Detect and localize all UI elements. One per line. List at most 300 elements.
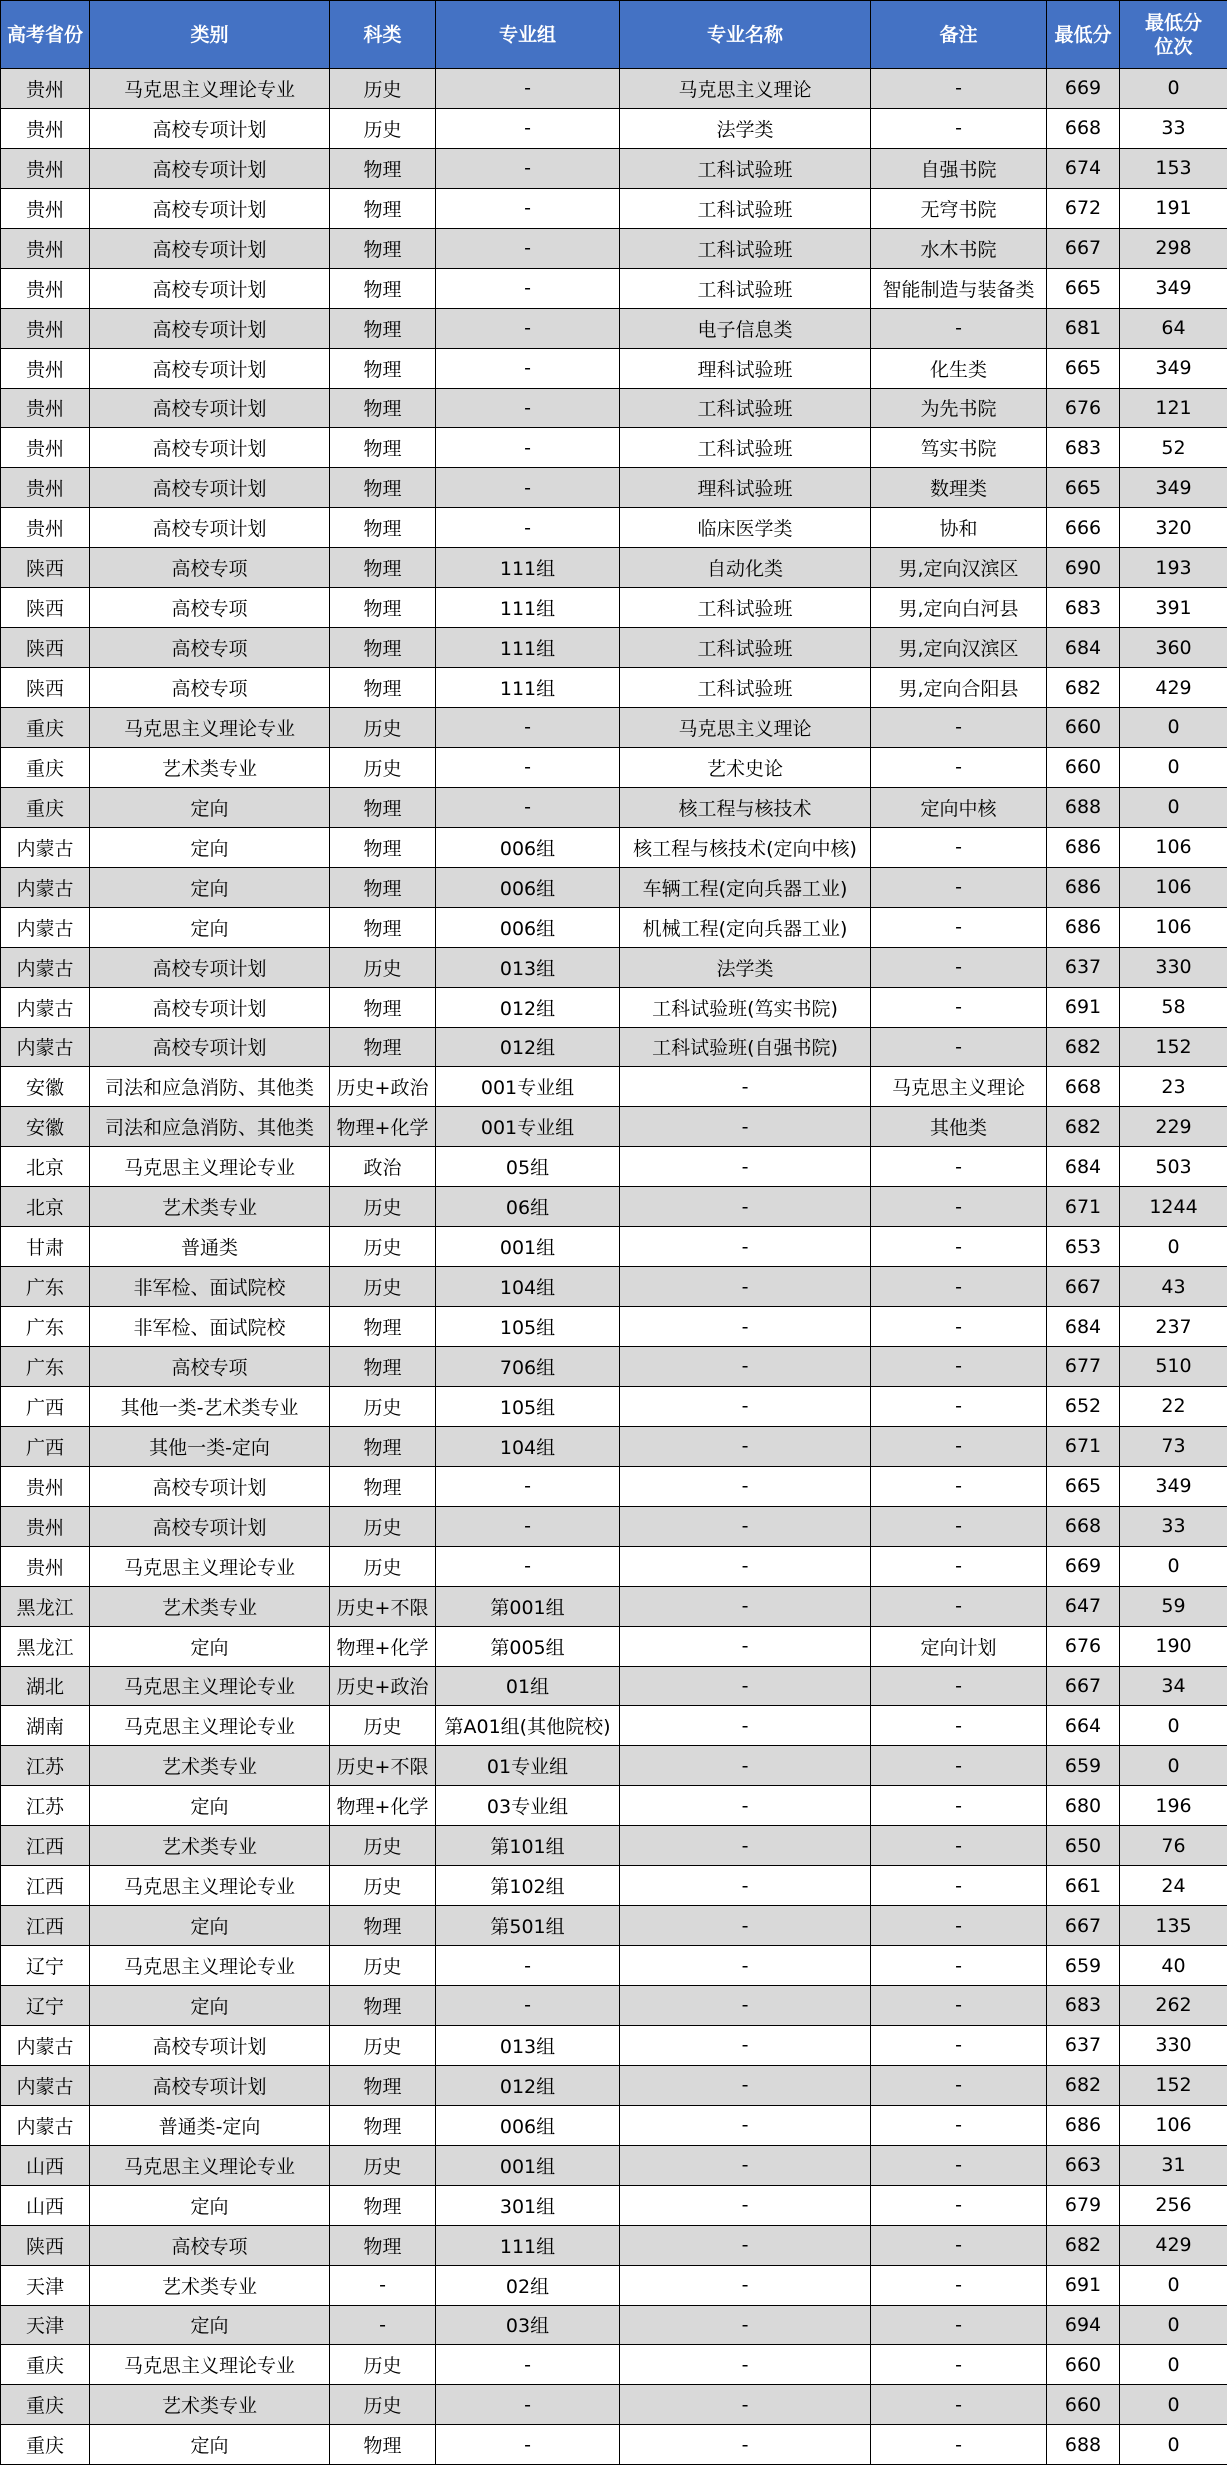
major-group-cell: - (436, 308, 620, 348)
major-group-cell: 02组 (436, 2265, 620, 2305)
table-row (1, 1386, 1227, 1426)
min-rank-cell: 106 (1120, 2105, 1227, 2145)
major-group-cell: - (436, 2345, 620, 2385)
remark-cell: 无穹书院 (871, 188, 1047, 228)
remark-cell: - (871, 1666, 1047, 1706)
remark-cell: - (871, 1986, 1047, 2026)
remark-cell: 其他类 (871, 1107, 1047, 1147)
subject-cell: 物理 (330, 508, 436, 548)
subject-cell: 历史 (330, 2025, 436, 2065)
min-rank-cell: 1244 (1120, 1187, 1227, 1227)
major-group-cell: - (436, 428, 620, 468)
major-name-cell: - (620, 2425, 871, 2465)
category-cell: 定向 (90, 2185, 330, 2225)
major-name-cell: - (620, 1426, 871, 1466)
category-cell: 高校专项计划 (90, 348, 330, 388)
min-score-cell: 667 (1047, 1906, 1120, 1946)
province-cell: 重庆 (1, 2425, 90, 2465)
province-cell: 贵州 (1, 468, 90, 508)
min-score-cell: 691 (1047, 2265, 1120, 2305)
major-name-cell: 临床医学类 (620, 508, 871, 548)
major-name-cell: - (620, 1906, 871, 1946)
remark-cell: 化生类 (871, 348, 1047, 388)
category-cell: 定向 (90, 1786, 330, 1826)
remark-cell: 男,定向白河县 (871, 588, 1047, 628)
min-score-cell: 661 (1047, 1866, 1120, 1906)
province-cell: 贵州 (1, 428, 90, 468)
remark-cell: 男,定向汉滨区 (871, 548, 1047, 588)
subject-cell: 历史 (330, 1826, 436, 1866)
major-group-cell: 111组 (436, 2225, 620, 2265)
remark-cell: - (871, 2025, 1047, 2065)
min-score-cell: 669 (1047, 1546, 1120, 1586)
min-score-cell: 682 (1047, 1027, 1120, 1067)
major-group-cell: 111组 (436, 548, 620, 588)
major-name-cell: - (620, 1187, 871, 1227)
min-rank-cell: 43 (1120, 1267, 1227, 1307)
remark-cell: - (871, 1546, 1047, 1586)
major-group-cell: - (436, 2425, 620, 2465)
subject-cell: 历史 (330, 1866, 436, 1906)
category-cell: 马克思主义理论专业 (90, 708, 330, 748)
major-name-cell: 自动化类 (620, 548, 871, 588)
subject-cell: 物理 (330, 1027, 436, 1067)
remark-cell: - (871, 108, 1047, 148)
table-row (1, 1586, 1227, 1626)
category-cell: 高校专项 (90, 548, 330, 588)
remark-cell: - (871, 1906, 1047, 1946)
major-name-cell: - (620, 2105, 871, 2145)
min-rank-cell: 59 (1120, 1586, 1227, 1626)
subject-cell: 物理 (330, 867, 436, 907)
table-row (1, 947, 1227, 987)
min-rank-cell: 52 (1120, 428, 1227, 468)
table-row (1, 1307, 1227, 1347)
province-cell: 广东 (1, 1307, 90, 1347)
major-name-cell: - (620, 2185, 871, 2225)
table-row (1, 1187, 1227, 1227)
major-name-cell: - (620, 1586, 871, 1626)
major-group-cell: - (436, 148, 620, 188)
min-rank-cell: 0 (1120, 2385, 1227, 2425)
remark-cell: 协和 (871, 508, 1047, 548)
major-name-cell: 工科试验班 (620, 668, 871, 708)
category-cell: 高校专项计划 (90, 1027, 330, 1067)
category-cell: 其他一类-艺术类专业 (90, 1386, 330, 1426)
major-name-cell: 马克思主义理论 (620, 708, 871, 748)
major-name-cell: 工科试验班 (620, 588, 871, 628)
remark-cell: - (871, 1386, 1047, 1426)
min-score-cell: 664 (1047, 1706, 1120, 1746)
min-score-cell: 652 (1047, 1386, 1120, 1426)
min-score-cell: 688 (1047, 787, 1120, 827)
subject-cell: 物理 (330, 668, 436, 708)
major-group-cell: 012组 (436, 2065, 620, 2105)
major-group-cell: - (436, 1546, 620, 1586)
min-rank-cell: 40 (1120, 1946, 1227, 1986)
min-rank-cell: 191 (1120, 188, 1227, 228)
province-cell: 广东 (1, 1347, 90, 1387)
min-score-cell: 660 (1047, 2385, 1120, 2425)
remark-cell: - (871, 1466, 1047, 1506)
subject-cell: 物理 (330, 588, 436, 628)
subject-cell: 物理 (330, 308, 436, 348)
category-cell: 定向 (90, 2425, 330, 2465)
province-cell: 北京 (1, 1147, 90, 1187)
province-cell: 广东 (1, 1267, 90, 1307)
major-group-cell: - (436, 747, 620, 787)
min-score-cell: 680 (1047, 1786, 1120, 1826)
province-cell: 贵州 (1, 268, 90, 308)
table-row (1, 1986, 1227, 2026)
category-cell: 艺术类专业 (90, 1746, 330, 1786)
subject-cell: 物理 (330, 2105, 436, 2145)
min-score-cell: 691 (1047, 987, 1120, 1027)
min-rank-cell: 0 (1120, 69, 1227, 109)
major-name-cell: - (620, 2385, 871, 2425)
major-name-cell: - (620, 1067, 871, 1107)
major-name-cell: 工科试验班 (620, 388, 871, 428)
major-group-cell: - (436, 108, 620, 148)
min-rank-cell: 22 (1120, 1386, 1227, 1426)
major-group-cell: - (436, 1986, 620, 2026)
major-group-cell: - (436, 388, 620, 428)
major-group-cell: 301组 (436, 2185, 620, 2225)
major-group-cell: 706组 (436, 1347, 620, 1387)
table-row (1, 1067, 1227, 1107)
min-score-cell: 677 (1047, 1347, 1120, 1387)
province-cell: 北京 (1, 1187, 90, 1227)
min-rank-cell: 33 (1120, 108, 1227, 148)
subject-cell: 历史 (330, 1187, 436, 1227)
category-cell: 艺术类专业 (90, 2265, 330, 2305)
major-name-cell: 核工程与核技术(定向中核) (620, 827, 871, 867)
category-cell: 艺术类专业 (90, 1586, 330, 1626)
header-province: 高考省份 (1, 1, 90, 69)
min-score-cell: 686 (1047, 827, 1120, 867)
category-cell: 高校专项 (90, 668, 330, 708)
major-group-cell: 111组 (436, 588, 620, 628)
province-cell: 重庆 (1, 2345, 90, 2385)
major-group-cell: 06组 (436, 1187, 620, 1227)
table-row (1, 708, 1227, 748)
category-cell: 高校专项计划 (90, 148, 330, 188)
min-rank-cell: 196 (1120, 1786, 1227, 1826)
major-name-cell: 工科试验班(自强书院) (620, 1027, 871, 1067)
major-name-cell: 艺术史论 (620, 747, 871, 787)
subject-cell: 历史 (330, 708, 436, 748)
remark-cell: 水木书院 (871, 228, 1047, 268)
min-score-cell: 684 (1047, 628, 1120, 668)
province-cell: 辽宁 (1, 1986, 90, 2026)
min-rank-cell: 330 (1120, 947, 1227, 987)
category-cell: 高校专项计划 (90, 428, 330, 468)
table-row (1, 1426, 1227, 1466)
remark-cell: - (871, 2305, 1047, 2345)
table-row (1, 188, 1227, 228)
table-header (1, 1, 1227, 69)
subject-cell: 物理 (330, 1307, 436, 1347)
table-row (1, 827, 1227, 867)
min-rank-cell: 0 (1120, 2345, 1227, 2385)
min-rank-cell: 0 (1120, 787, 1227, 827)
category-cell: 高校专项计划 (90, 308, 330, 348)
remark-cell: - (871, 1147, 1047, 1187)
major-group-cell: 03专业组 (436, 1786, 620, 1826)
category-cell: 马克思主义理论专业 (90, 1546, 330, 1586)
min-rank-cell: 33 (1120, 1506, 1227, 1546)
major-name-cell: - (620, 2065, 871, 2105)
subject-cell: 物理 (330, 428, 436, 468)
major-group-cell: - (436, 268, 620, 308)
subject-cell: 物理 (330, 2185, 436, 2225)
remark-cell: - (871, 2185, 1047, 2225)
major-name-cell: - (620, 1386, 871, 1426)
major-name-cell: 电子信息类 (620, 308, 871, 348)
province-cell: 贵州 (1, 188, 90, 228)
major-name-cell: - (620, 2345, 871, 2385)
min-score-cell: 682 (1047, 1107, 1120, 1147)
table-row (1, 2265, 1227, 2305)
province-cell: 湖北 (1, 1666, 90, 1706)
table-row (1, 1267, 1227, 1307)
table-row (1, 588, 1227, 628)
min-score-cell: 668 (1047, 108, 1120, 148)
subject-cell: 历史 (330, 69, 436, 109)
header-major-group: 专业组 (436, 1, 620, 69)
province-cell: 陕西 (1, 548, 90, 588)
subject-cell: 物理 (330, 468, 436, 508)
table-row (1, 69, 1227, 109)
category-cell: 马克思主义理论专业 (90, 2345, 330, 2385)
min-score-cell: 637 (1047, 2025, 1120, 2065)
category-cell: 高校专项计划 (90, 508, 330, 548)
table-row (1, 668, 1227, 708)
subject-cell: 物理 (330, 1906, 436, 1946)
min-rank-cell: 349 (1120, 468, 1227, 508)
table-row (1, 2345, 1227, 2385)
min-rank-cell: 349 (1120, 268, 1227, 308)
category-cell: 艺术类专业 (90, 2385, 330, 2425)
remark-cell: - (871, 308, 1047, 348)
major-group-cell: 111组 (436, 628, 620, 668)
province-cell: 内蒙古 (1, 2105, 90, 2145)
subject-cell: 历史 (330, 1706, 436, 1746)
min-rank-cell: 360 (1120, 628, 1227, 668)
category-cell: 高校专项计划 (90, 228, 330, 268)
table-row (1, 1866, 1227, 1906)
province-cell: 广西 (1, 1426, 90, 1466)
major-group-cell: - (436, 1946, 620, 1986)
major-name-cell: - (620, 2265, 871, 2305)
min-score-cell: 663 (1047, 2145, 1120, 2185)
province-cell: 内蒙古 (1, 2065, 90, 2105)
subject-cell: 物理+化学 (330, 1786, 436, 1826)
category-cell: 马克思主义理论专业 (90, 1866, 330, 1906)
min-score-cell: 668 (1047, 1067, 1120, 1107)
category-cell: 艺术类专业 (90, 1826, 330, 1866)
remark-cell: - (871, 1347, 1047, 1387)
subject-cell: 物理 (330, 348, 436, 388)
table-row (1, 428, 1227, 468)
major-group-cell: 001专业组 (436, 1107, 620, 1147)
subject-cell: 物理 (330, 548, 436, 588)
major-group-cell: 104组 (436, 1267, 620, 1307)
major-group-cell: 第A01组(其他院校) (436, 1706, 620, 1746)
min-score-cell: 682 (1047, 2225, 1120, 2265)
remark-cell: - (871, 1746, 1047, 1786)
min-score-cell: 682 (1047, 668, 1120, 708)
min-rank-cell: 190 (1120, 1626, 1227, 1666)
header-remark: 备注 (871, 1, 1047, 69)
table-row (1, 1506, 1227, 1546)
province-cell: 江西 (1, 1866, 90, 1906)
min-rank-cell: 153 (1120, 148, 1227, 188)
major-name-cell: - (620, 1826, 871, 1866)
remark-cell: - (871, 1586, 1047, 1626)
major-group-cell: - (436, 1506, 620, 1546)
category-cell: 高校专项 (90, 628, 330, 668)
remark-cell: - (871, 1706, 1047, 1746)
category-cell: 非军检、面试院校 (90, 1267, 330, 1307)
table-row (1, 548, 1227, 588)
subject-cell: 历史 (330, 947, 436, 987)
province-cell: 重庆 (1, 708, 90, 748)
min-score-cell: 690 (1047, 548, 1120, 588)
major-group-cell: 05组 (436, 1147, 620, 1187)
remark-cell: - (871, 708, 1047, 748)
min-rank-cell: 0 (1120, 2425, 1227, 2465)
province-cell: 安徽 (1, 1107, 90, 1147)
major-group-cell: 第005组 (436, 1626, 620, 1666)
subject-cell: 物理 (330, 787, 436, 827)
major-name-cell: - (620, 1506, 871, 1546)
major-name-cell: - (620, 1866, 871, 1906)
min-rank-cell: 298 (1120, 228, 1227, 268)
table-row (1, 867, 1227, 907)
min-rank-cell: 0 (1120, 2305, 1227, 2345)
major-group-cell: 006组 (436, 907, 620, 947)
min-score-cell: 669 (1047, 69, 1120, 109)
subject-cell: 历史 (330, 2345, 436, 2385)
header-major-name: 专业名称 (620, 1, 871, 69)
province-cell: 贵州 (1, 108, 90, 148)
subject-cell: 物理 (330, 1466, 436, 1506)
major-name-cell: - (620, 1107, 871, 1147)
major-group-cell: 001专业组 (436, 1067, 620, 1107)
remark-cell: - (871, 747, 1047, 787)
category-cell: 高校专项计划 (90, 268, 330, 308)
table-body (1, 69, 1227, 2465)
min-rank-cell: 73 (1120, 1426, 1227, 1466)
major-name-cell: - (620, 2145, 871, 2185)
min-rank-cell: 229 (1120, 1107, 1227, 1147)
min-rank-cell: 106 (1120, 907, 1227, 947)
major-name-cell: - (620, 2025, 871, 2065)
major-name-cell: - (620, 2305, 871, 2345)
province-cell: 江苏 (1, 1746, 90, 1786)
min-score-cell: 679 (1047, 2185, 1120, 2225)
category-cell: 马克思主义理论专业 (90, 2145, 330, 2185)
major-name-cell: - (620, 1946, 871, 1986)
remark-cell: - (871, 1866, 1047, 1906)
subject-cell: 历史+政治 (330, 1067, 436, 1107)
remark-cell: - (871, 867, 1047, 907)
category-cell: 司法和应急消防、其他类 (90, 1067, 330, 1107)
major-group-cell: - (436, 787, 620, 827)
min-score-cell: 650 (1047, 1826, 1120, 1866)
major-name-cell: - (620, 1786, 871, 1826)
min-score-cell: 666 (1047, 508, 1120, 548)
major-group-cell: 006组 (436, 867, 620, 907)
table-row (1, 2305, 1227, 2345)
major-name-cell: - (620, 1626, 871, 1666)
min-rank-cell: 24 (1120, 1866, 1227, 1906)
table-row (1, 2105, 1227, 2145)
min-rank-cell: 135 (1120, 1906, 1227, 1946)
table-row (1, 747, 1227, 787)
subject-cell: 物理+化学 (330, 1107, 436, 1147)
category-cell: 艺术类专业 (90, 747, 330, 787)
min-rank-cell: 510 (1120, 1347, 1227, 1387)
major-name-cell: 工科试验班 (620, 228, 871, 268)
min-score-cell: 671 (1047, 1426, 1120, 1466)
major-name-cell: 工科试验班 (620, 628, 871, 668)
major-name-cell: 机械工程(定向兵器工业) (620, 907, 871, 947)
remark-cell: - (871, 1307, 1047, 1347)
remark-cell: - (871, 827, 1047, 867)
major-group-cell: 03组 (436, 2305, 620, 2345)
major-group-cell: 006组 (436, 827, 620, 867)
remark-cell: - (871, 2225, 1047, 2265)
category-cell: 高校专项计划 (90, 108, 330, 148)
header-min-score: 最低分 (1047, 1, 1120, 69)
table-row (1, 1107, 1227, 1147)
remark-cell: - (871, 2145, 1047, 2185)
category-cell: 高校专项计划 (90, 468, 330, 508)
remark-cell: 定向中核 (871, 787, 1047, 827)
min-rank-cell: 152 (1120, 1027, 1227, 1067)
min-rank-cell: 193 (1120, 548, 1227, 588)
province-cell: 山西 (1, 2145, 90, 2185)
min-score-cell: 647 (1047, 1586, 1120, 1626)
min-rank-cell: 0 (1120, 1706, 1227, 1746)
province-cell: 重庆 (1, 747, 90, 787)
province-cell: 江西 (1, 1906, 90, 1946)
major-group-cell: - (436, 468, 620, 508)
remark-cell: 自强书院 (871, 148, 1047, 188)
category-cell: 高校专项计划 (90, 388, 330, 428)
major-group-cell: 105组 (436, 1386, 620, 1426)
min-score-cell: 686 (1047, 2105, 1120, 2145)
min-rank-cell: 76 (1120, 1826, 1227, 1866)
min-rank-cell: 503 (1120, 1147, 1227, 1187)
remark-cell: - (871, 2065, 1047, 2105)
table-row (1, 2385, 1227, 2425)
province-cell: 江西 (1, 1826, 90, 1866)
subject-cell: 物理 (330, 228, 436, 268)
major-name-cell: - (620, 1746, 871, 1786)
remark-cell: - (871, 1267, 1047, 1307)
min-score-cell: 660 (1047, 2345, 1120, 2385)
major-name-cell: 理科试验班 (620, 468, 871, 508)
remark-cell: 智能制造与装备类 (871, 268, 1047, 308)
table-row (1, 1826, 1227, 1866)
subject-cell: 政治 (330, 1147, 436, 1187)
table-row (1, 1666, 1227, 1706)
subject-cell: 历史+不限 (330, 1746, 436, 1786)
remark-cell: 为先书院 (871, 388, 1047, 428)
